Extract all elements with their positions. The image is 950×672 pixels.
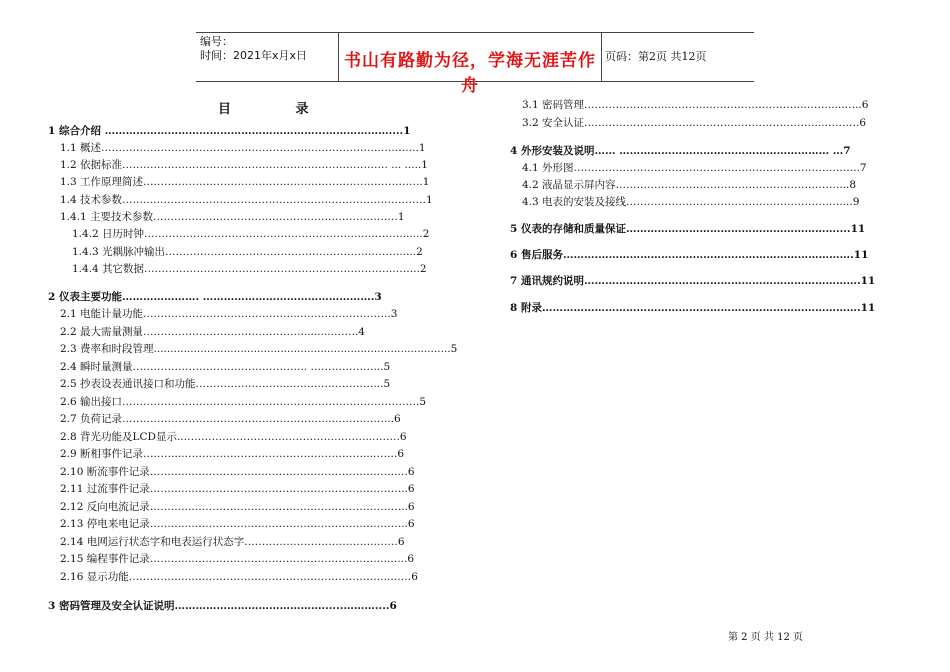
- document-time-label: 时间：2021年x月x日: [200, 49, 308, 62]
- toc-entry: 3.1 密码管理…………………...………..………………………..…….....…..6: [522, 99, 869, 111]
- toc-entry: 1.4.2 日历时钟………………………………………………………..………......2: [72, 228, 430, 240]
- toc-entry: 4.3 电表的安装及接线…………………………………………………..…...9: [522, 196, 860, 208]
- toc-entry: 1.4.4 其它数据……………………………………………………………..……..2: [72, 263, 427, 275]
- toc-entry: 2.5 抄表设表通讯接口和功能……………………....……………………..5: [60, 378, 391, 390]
- toc-entry: 2.14 电网运行状态字和电表运行状态字………………………………..……6: [60, 536, 405, 548]
- toc-entry: 2.13 停电来电记录………...……………………………………………………..6: [60, 518, 415, 530]
- page-footer: 第 2 页 共 12 页: [728, 632, 803, 643]
- toc-entry: 1.3 工作原理简述……………………………………………………………………..1: [60, 176, 430, 188]
- toc-entry: 1.1 概述……………………………………………………………………..………..1: [60, 142, 426, 154]
- toc-entry: 2.2 最大需量测量……………………………………….........……..4: [60, 326, 365, 338]
- toc-entry: 1 综合介绍 ……………………………………………………...………………....1: [48, 125, 411, 137]
- toc-entry: 2.6 输出接口………………………………………………………………………….5: [60, 396, 427, 408]
- toc-entry: 7 通讯规约说明…………………………………………………………………….11: [510, 275, 876, 287]
- toc-entry: 2.16 显示功能……………...………………………………………………...……6: [60, 571, 418, 583]
- toc-entry: 1.2 依据标准…………………………………………………………………. ... .....1: [60, 159, 428, 171]
- toc-entry: 2.1 电能计量功能……………………………………...……………………..3: [60, 308, 398, 320]
- toc-title: 目 录: [218, 102, 339, 117]
- toc-entry: 3 密码管理及安全认证说明……………………………………......………....6: [48, 600, 397, 612]
- toc-entry: 8 附录……………………………………………………………………………….11: [510, 302, 876, 314]
- toc-entry: 1.4.3 光耦脉冲输出………………………………………………….……….....2: [72, 246, 423, 258]
- toc-entry: 2.3 费率和时段管理.........................................................................................5: [60, 343, 458, 355]
- toc-entry: 5 仪表的存储和质量保证……………………………………………………....11: [510, 223, 866, 235]
- header-meta: [200, 35, 338, 63]
- toc-entry: 3.2 安全认证…………………………...……………………………...……….6: [522, 117, 867, 129]
- toc-entry: 2.10 断流事件记录………...…………………………………………………..…6: [60, 466, 415, 478]
- toc-entry: 2.9 断相事件记录………...……………………………………………...…….6: [60, 448, 405, 460]
- toc-entry: 1.4.1 主要技术参数……………………………………………….……………1: [60, 211, 405, 223]
- header-motto-cell: [338, 33, 602, 96]
- toc-entry: 2.4 瞬时量测量………………………………………….. ………………...5: [60, 361, 391, 373]
- toc-entry: 4 外形安装及说明…… …………………………………………………… …7: [510, 145, 851, 157]
- header-page-info: 页码：第2页 共12页: [605, 50, 707, 63]
- toc-entry: 2.8 背光功能及LCD显示..……………………………………….……...…….6: [60, 431, 407, 443]
- toc-entry: 2 仪表主要功能…………………. ………………………………………….3: [48, 291, 382, 303]
- toc-entry: 4.1 外形图………………………………………………………………..……..7: [522, 162, 867, 174]
- toc-entry: 2.11 过流事件记录………...……………………………………………………..6: [60, 483, 415, 495]
- toc-entry: 6 售后服务……….……………………………………………………………….11: [510, 249, 869, 261]
- document-number-label: 编号：: [200, 35, 233, 48]
- header-motto: 书山有路勤为径，学海无涯苦作舟: [344, 51, 596, 96]
- toc-entry: 2.12 反向电流记录………...……………………………………………………..6: [60, 501, 415, 513]
- page-header: [196, 32, 754, 96]
- toc-entry: 1.4 技术参数……...……………………………………………………………………1: [60, 194, 433, 206]
- toc-entry: 2.7 负荷记录…………………………………………………...……….……..6: [60, 413, 401, 425]
- toc-entry: 4.2 液晶显示屏内容………………………………………………….……...8: [522, 179, 857, 191]
- toc-entry: 2.15 编程事件记录………...………………………………………………...…..6: [60, 553, 415, 565]
